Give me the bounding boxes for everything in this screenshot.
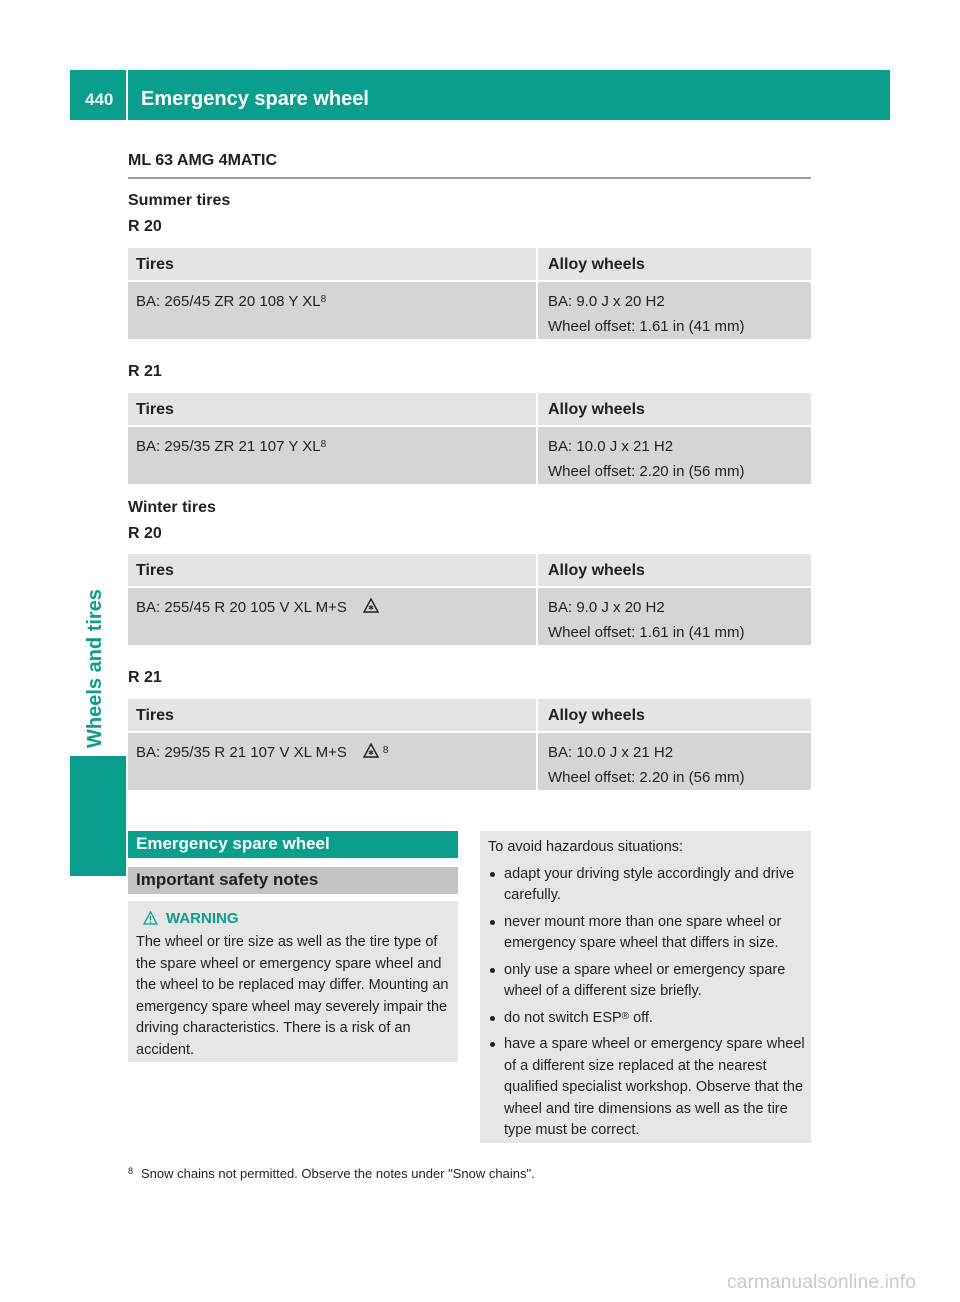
- watermark: carmanualsonline.info: [727, 1272, 917, 1293]
- page-title: Emergency spare wheel: [141, 88, 369, 110]
- wheel-spec: BA: 10.0 J x 21 H2: [548, 744, 674, 761]
- winter-r20-label: R 20: [128, 525, 162, 542]
- subsection-heading: Important safety notes: [128, 867, 458, 894]
- alloy-wheels-header: Alloy wheels: [537, 393, 811, 426]
- footnote-ref: 8: [320, 439, 327, 450]
- wheel-offset: Wheel offset: 1.61 in (41 mm): [548, 624, 745, 641]
- footnote: [128, 1166, 535, 1181]
- summer-r20-label: R 20: [128, 218, 162, 235]
- page-number: 440: [85, 90, 114, 109]
- tire-spec: BA: 265/45 ZR 20 108 Y XL: [136, 293, 321, 310]
- esp-text: do not switch ESP: [504, 1009, 622, 1026]
- safety-bullet-list: [488, 864, 805, 1142]
- snowflake-mountain-icon: [363, 743, 379, 759]
- page-header: [70, 70, 890, 120]
- table-row: [128, 281, 811, 339]
- wheel-cell: [537, 732, 811, 790]
- warning-header: [143, 905, 454, 931]
- footnote-ref: 8: [382, 745, 389, 756]
- winter-tires-label: Winter tires: [128, 499, 216, 516]
- warning-box: [128, 901, 458, 1062]
- table-row: [128, 732, 811, 790]
- table-row: [128, 426, 811, 484]
- header-divider: [126, 70, 128, 120]
- tire-cell: [128, 732, 537, 790]
- list-item: have a spare wheel or emergency spare wheel of a different size replaced at the nearest qualified specialist workshop. Observe that the wheel and tire dimensions as well as the tire type must be correct.: [488, 1034, 805, 1142]
- model-title: ML 63 AMG 4MATIC: [128, 152, 278, 169]
- list-item: never mount more than one spare wheel or emergency spare wheel that differs in size.: [488, 912, 805, 955]
- wheel-spec: BA: 10.0 J x 21 H2: [548, 438, 674, 455]
- model-divider: [128, 177, 811, 179]
- registered-mark: ®: [621, 1010, 630, 1022]
- tires-header: Tires: [128, 248, 537, 281]
- wheel-offset: Wheel offset: 2.20 in (56 mm): [548, 769, 745, 786]
- wheel-offset: Wheel offset: 1.61 in (41 mm): [548, 318, 745, 335]
- tires-header: Tires: [128, 393, 537, 426]
- footnote-number: 8: [128, 1166, 134, 1176]
- chapter-tab-label: Wheels and tires: [84, 589, 106, 748]
- summer-r20-table: [128, 248, 811, 339]
- list-item: [488, 1008, 805, 1030]
- wheel-cell: [537, 587, 811, 645]
- table-header-row: [128, 554, 811, 587]
- snowflake-mountain-icon: [363, 598, 379, 614]
- alloy-wheels-header: Alloy wheels: [537, 699, 811, 732]
- warning-label: WARNING: [166, 909, 239, 927]
- table-header-row: [128, 248, 811, 281]
- list-item: adapt your driving style accordingly and drive carefully.: [488, 864, 805, 907]
- warning-triangle-icon: [143, 911, 158, 925]
- footnote-text: Snow chains not permitted. Observe the notes under "Snow chains".: [141, 1166, 535, 1181]
- tires-header: Tires: [128, 699, 537, 732]
- summer-r21-label: R 21: [128, 363, 162, 380]
- warning-text: The wheel or tire size as well as the tire type of the spare wheel or emergency spare wheel and the wheel to be replaced may differ. Mounting an emergency spare wheel may severely impair the driving characteristics. There is a risk of an accident.: [136, 934, 449, 1058]
- tires-header: Tires: [128, 554, 537, 587]
- summer-r21-table: [128, 393, 811, 484]
- summer-tires-label: Summer tires: [128, 192, 231, 209]
- winter-r20-table: [128, 554, 811, 645]
- footnote-ref: 8: [320, 294, 327, 305]
- chapter-tab-block: [70, 756, 126, 876]
- tire-cell: [128, 587, 537, 645]
- alloy-wheels-header: Alloy wheels: [537, 248, 811, 281]
- winter-r21-table: [128, 699, 811, 790]
- tire-cell: [128, 426, 537, 484]
- alloy-wheels-header: Alloy wheels: [537, 554, 811, 587]
- table-row: [128, 587, 811, 645]
- wheel-cell: [537, 281, 811, 339]
- wheel-cell: [537, 426, 811, 484]
- esp-suffix: off.: [629, 1009, 653, 1026]
- section-heading: Emergency spare wheel: [128, 831, 458, 858]
- safety-intro: To avoid hazardous situations:: [488, 839, 684, 855]
- tire-cell: [128, 281, 537, 339]
- wheel-spec: BA: 9.0 J x 20 H2: [548, 599, 665, 616]
- tire-spec: BA: 295/35 ZR 21 107 Y XL: [136, 438, 321, 455]
- wheel-spec: BA: 9.0 J x 20 H2: [548, 293, 665, 310]
- table-header-row: [128, 393, 811, 426]
- wheel-offset: Wheel offset: 2.20 in (56 mm): [548, 463, 745, 480]
- tire-spec: BA: 255/45 R 20 105 V XL M+S: [136, 599, 347, 616]
- list-item: only use a spare wheel or emergency spare wheel of a different size briefly.: [488, 960, 805, 1003]
- table-header-row: [128, 699, 811, 732]
- safety-instructions-box: [480, 831, 811, 1143]
- tire-spec: BA: 295/35 R 21 107 V XL M+S: [136, 744, 347, 761]
- winter-r21-label: R 21: [128, 669, 162, 686]
